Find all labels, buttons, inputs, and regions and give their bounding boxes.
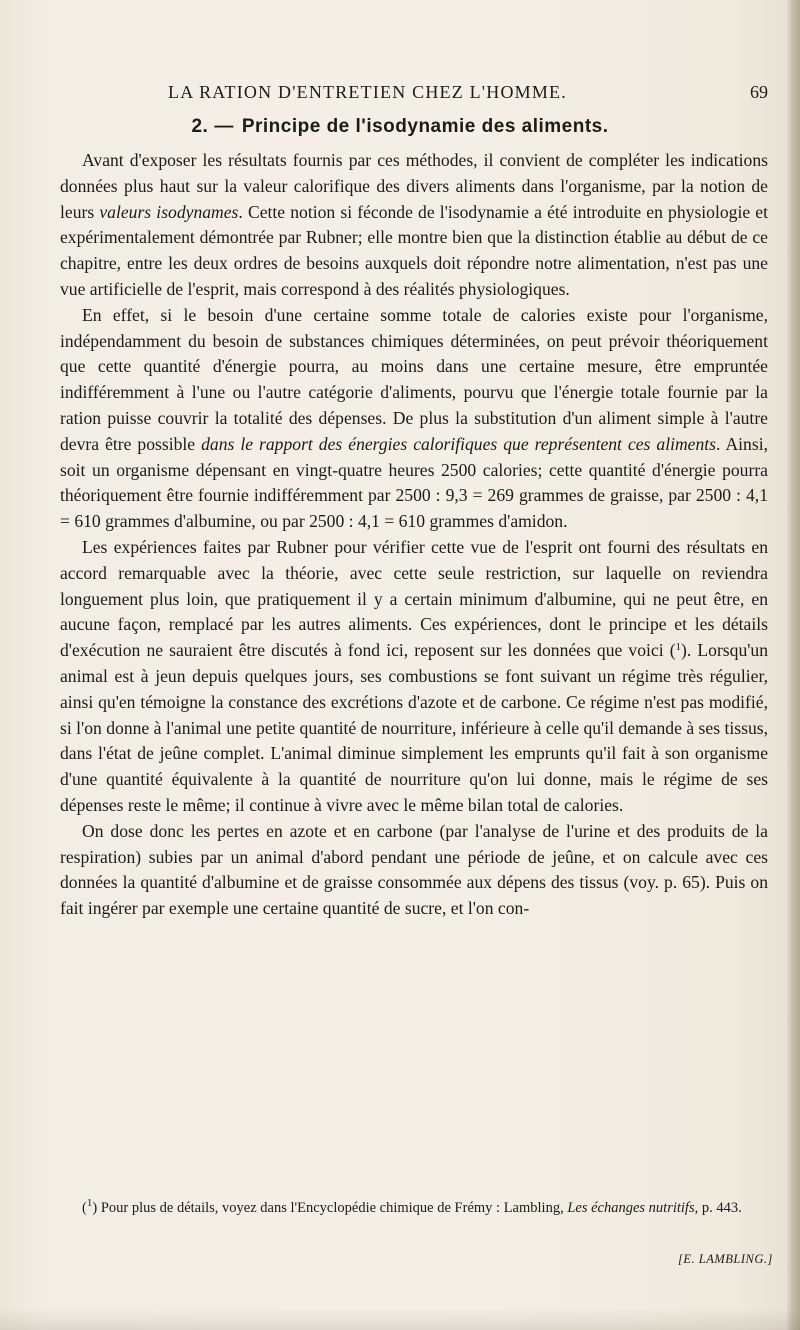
section-dash: — bbox=[214, 116, 234, 137]
italic-span: dans le rapport des énergies calorifiques que représentent ces aliments bbox=[201, 433, 717, 454]
page-edge bbox=[786, 0, 800, 1330]
paragraph: On dose donc les pertes en azote et en carbone (par l'analyse de l'urine et des produits de la respiration) subies par un animal d'abord pendant une période de jeûne, et on calcule avec ces données la quantité d'albumine et de graisse consommée aux dépens des tissus (voy. p. 65). Puis on fait ingérer par exemple une certaine quantité de sucre, et l'on con- bbox=[60, 820, 768, 919]
running-title: LA RATION D'ENTRETIEN CHEZ L'HOMME. bbox=[168, 82, 567, 102]
footnote-text: ($^1$) Pour plus de détails, voyez dans l'Encyclopédie chimique de Frémy : Lambling, Les échanges nutritifs, p. 443. bbox=[82, 1197, 742, 1216]
paragraph: Avant d'exposer les résultats fournis par ces méthodes, il convient de compléter les indications données plus haut sur la valeur calorifique des divers aliments dans l'organisme, par la notion de leurs valeurs isodynames. Cette notion si féconde de l'isodynamie a été introduite en physiologie et expérimentalement démontrée par Rubner; elle montre bien que la distinction établie au début de ce chapitre, entre les deux ordres de besoins auxquels doit répondre notre alimentation, n'est pas une vue artificielle de l'esprit, mais correspond à des réalités physiologiques. bbox=[60, 150, 768, 299]
paragraph: Les expériences faites par Rubner pour vérifier cette vue de l'esprit ont fourni des résultats en accord remarquable avec la théorie, avec cette seule restriction, sur laquelle on reviendra longuement plus loin, que pratiquement il y a certain minimum d'albumine, qui ne peut être, en aucune façon, remplacé par les autres aliments. Ces expériences, dont le principe et les détails d'exécution ne sauraient être discutés à fond ici, reposent sur les données que voici ($^1$). Lorsqu'un animal est à jeun depuis quelques jours, ses combustions se font suivant un régime très régulier, ainsi qu'en témoigne la constance des excrétions d'azote et de carbone. Ce régime n'est pas modifié, si l'on donne à l'animal une petite quantité de nourriture, inférieure à celle qu'il demande à ses tissus, dans l'état de jeûne complet. L'animal diminue simplement les emprunts qu'il fait à son organisme d'une quantité équivalente à la quantité de nourriture qu'on lui donne, mais le régime de ses dépenses reste le même; il continue à vivre avec le même bilan total de calories. bbox=[60, 536, 769, 815]
paragraph: En effet, si le besoin d'une certaine somme totale de calories existe pour l'organisme, indépendamment du besoin de substances chimiques déterminées, on peut prévoir théoriquement que cette quantité d'énergie pourra, au moins dans une certaine mesure, être empruntée indifféremment à l'une ou l'autre catégorie d'aliments, pourvu que l'énergie totale fournie par la ration puisse couvrir la totalité des dépenses. De plus la substitution d'un aliment simple à l'autre devra être possible dans le rapport des énergies calorifiques que représentent ces aliments. Ainsi, soit un organisme dépensant en vingt-quatre heures 2500 calories; cette quantité d'énergie pourra théoriquement être fournie indifféremment par 2500 : 9,3 = 269 grammes de graisse, par 2500 : 4,1 = 610 grammes d'albumine, ou par 2500 : 4,1 = 610 grammes d'amidon. bbox=[60, 304, 768, 532]
body-text bbox=[60, 148, 768, 922]
italic-span: Les échanges nutritifs bbox=[567, 1200, 695, 1216]
italic-span: valeurs isodynames bbox=[99, 201, 239, 222]
author-signature: [E. LAMBLING.] bbox=[678, 1252, 773, 1266]
footnote bbox=[60, 1198, 768, 1218]
section-heading bbox=[0, 116, 800, 138]
running-head bbox=[0, 82, 800, 110]
footnote-reference[interactable]: ($^1$) bbox=[669, 640, 687, 661]
page-shadow bbox=[0, 1308, 800, 1330]
page-number: 69 bbox=[750, 82, 768, 102]
section-title: Principe de l'isodynamie des aliments. bbox=[241, 116, 609, 137]
section-number: 2. bbox=[191, 116, 209, 137]
